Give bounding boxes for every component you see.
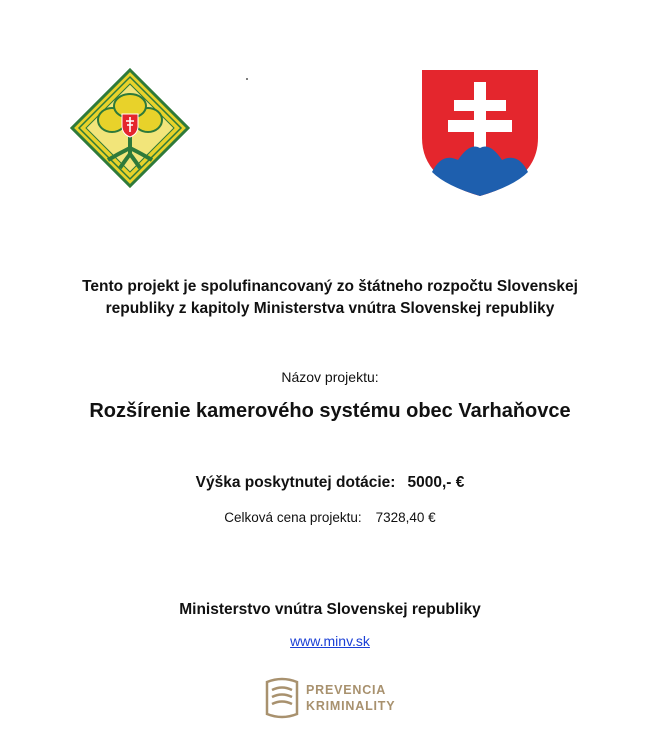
funding-statement [0,276,660,320]
prevention-logo-text [306,682,395,714]
prevention-logo [264,676,404,722]
prevention-waves-icon [264,676,300,720]
website-link[interactable]: www.minv.sk [290,633,370,649]
project-name: Rozšírenie kamerového systému obec Varhaňovce [89,400,571,422]
grant-amount [0,474,660,492]
ministry-emblem-icon [70,68,190,188]
prevention-logo-line-1: PREVENCIA [306,683,387,697]
slovak-coat-of-arms-icon [418,68,542,198]
total-cost-value: 7328,40 € [375,510,436,525]
ministry-name: Ministerstvo vnútra Slovenskej republiky [179,601,481,618]
grant-value: 5000,- € [407,474,465,491]
grant-label: Výška poskytnutej dotácie: [195,474,396,491]
total-cost-label: Celková cena projektu: [224,510,362,525]
funding-statement-line-1: Tento projekt je spolufinancovaný zo štátneho rozpočtu Slovenskej [82,278,578,295]
funding-statement-line-2: republiky z kapitoly Ministerstva vnútra Slovenskej republiky [105,300,555,317]
prevention-logo-line-2: KRIMINALITY [306,699,396,713]
project-name-label: Názov projektu: [281,369,379,385]
decorative-dot [246,78,248,80]
total-cost [0,510,660,525]
